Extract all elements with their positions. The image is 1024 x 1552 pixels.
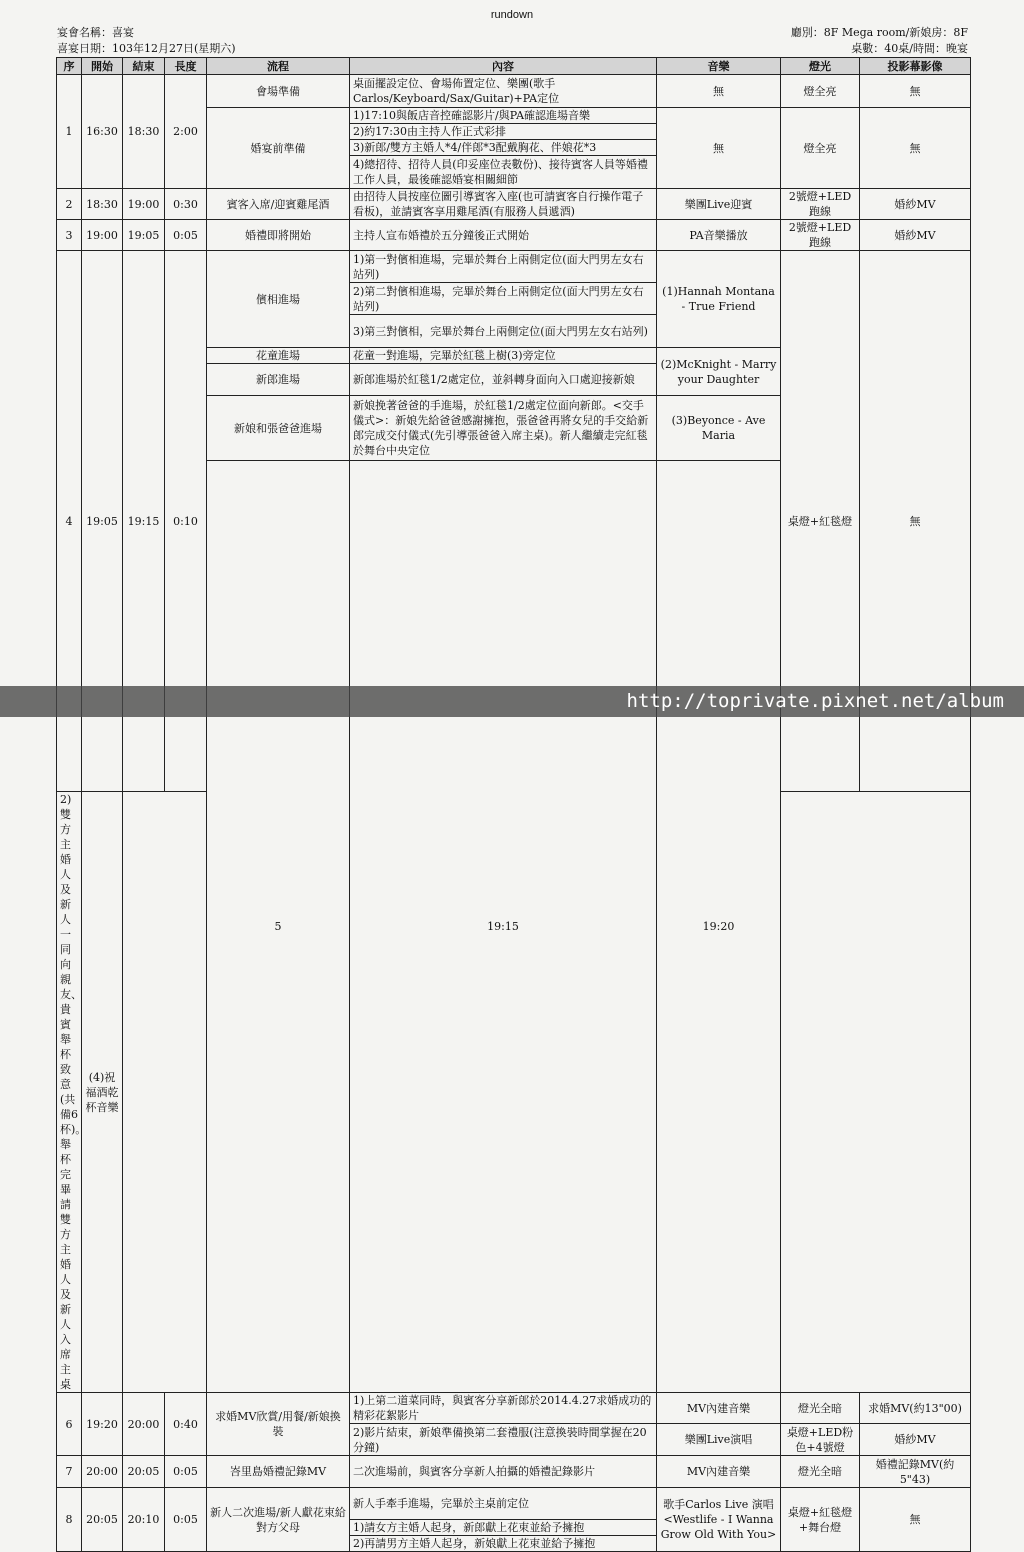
seq-cell: 3: [57, 220, 82, 251]
content-cell: 2)雙方主婚人及新人一同向親友、貴賓舉杯致意(共備6杯)。舉杯完畢請雙方主婚人及新人入席主桌: [57, 792, 82, 1393]
end-cell: 19:05: [123, 220, 165, 251]
lighting-cell: 燈光全暗: [781, 1456, 860, 1488]
content-cell: 1)17:10與飯店音控確認影片/與PA確認進場音樂: [350, 108, 657, 124]
projection-cell: 婚紗MV: [860, 1424, 971, 1456]
length-cell: 0:05: [165, 1456, 207, 1488]
start-cell: 20:05: [82, 1488, 123, 1552]
music-cell: MV內建音樂: [657, 1456, 781, 1488]
seq-cell: 8: [57, 1488, 82, 1552]
projection-cell: 無: [860, 75, 971, 108]
start-cell: 20:00: [82, 1456, 123, 1488]
process-cell: 花童進場: [207, 348, 350, 364]
rundown-table: [56, 57, 971, 1552]
seq-cell: 6: [57, 1393, 82, 1456]
end-cell: 19:00: [123, 189, 165, 220]
header-length: 長度: [165, 58, 207, 75]
projection-cell: 婚紗MV: [860, 220, 971, 251]
content-cell: 1)上第二道菜同時，與賓客分享新郎於2014.4.27求婚成功的精彩花絮影片: [350, 1393, 657, 1424]
table-row: [57, 1488, 971, 1520]
music-cell: 樂團Live演唱: [657, 1424, 781, 1456]
lighting-cell: 桌燈+LED粉色+4號燈: [781, 1424, 860, 1456]
lighting-cell: 2號燈+LED跑線: [781, 189, 860, 220]
start-cell: 19:20: [82, 1393, 123, 1456]
content-cell: 新娘挽著爸爸的手進場，於紅毯1/2處定位面向新郎。<交手儀式>：新娘先給爸爸感謝擁抱，張爸爸再將女兒的手交給新郎完成交付儀式(先引導張爸爸入席主桌)。新人繼續走完紅毯於舞台中央定位: [350, 396, 657, 461]
music-cell: 樂團Live迎賓: [657, 189, 781, 220]
process-cell: 會場準備: [207, 75, 350, 108]
start-cell: 19:00: [82, 220, 123, 251]
content-cell: 4)總招待、招待人員(印妥座位表數份)、接待賓客人員等婚禮工作人員，最後確認婚宴相關細節: [350, 156, 657, 189]
table-row: [57, 1456, 971, 1488]
projection-cell: 婚禮記錄MV(約5"43): [860, 1456, 971, 1488]
music-cell: PA音樂播放: [657, 220, 781, 251]
header-start: 開始: [82, 58, 123, 75]
start-cell: 16:30: [82, 75, 123, 189]
banquet-date: 喜宴日期：103年12月27日(星期六): [57, 42, 236, 55]
header-end: 結束: [123, 58, 165, 75]
header-lighting: 燈光: [781, 58, 860, 75]
length-cell: 0:05: [165, 1488, 207, 1552]
lighting-cell: 燈全亮: [781, 75, 860, 108]
end-cell: 19:20: [657, 461, 781, 1393]
header-projection: 投影幕影像: [860, 58, 971, 75]
document-title: rundown: [490, 9, 534, 21]
content-cell: 主持人宣布婚禮於五分鐘後正式開始: [350, 220, 657, 251]
process-cell: 新娘和張爸爸進場: [207, 396, 350, 461]
music-cell: (4)祝福酒乾杯音樂: [82, 792, 123, 1393]
process-cell: 婚禮即將開始: [207, 220, 350, 251]
seq-cell: 4: [57, 251, 82, 792]
lighting-cell: 桌燈+紅毯燈: [781, 251, 860, 792]
start-cell: 18:30: [82, 189, 123, 220]
content-cell: 1)請女方主婚人起身，新郎獻上花束並給予擁抱: [350, 1520, 657, 1536]
process-cell: 新人二次進場/新人獻花束給對方父母: [207, 1488, 350, 1552]
music-cell: (3)Beyonce - Ave Maria: [657, 396, 781, 461]
banquet-name: 宴會名稱：喜宴: [57, 26, 134, 39]
process-cell: 新郎進場: [207, 364, 350, 396]
music-cell: 無: [657, 108, 781, 189]
hall-info: 廳別：8F Mega room/新娘房：8F: [790, 26, 968, 39]
content-cell: 新郎進場於紅毯1/2處定位，並斜轉身面向入口處迎接新娘: [350, 364, 657, 396]
process-cell: 求婚MV欣賞/用餐/新娘換裝: [207, 1393, 350, 1456]
lighting-cell: 燈光全暗: [781, 1393, 860, 1424]
header-content: 內容: [350, 58, 657, 75]
table-row: [57, 75, 971, 108]
table-row: [57, 251, 971, 283]
table-row: [57, 220, 971, 251]
process-cell: 婚宴前準備: [207, 108, 350, 189]
seq-cell: 1: [57, 75, 82, 189]
music-cell: (2)McKnight - Marry your Daughter: [657, 348, 781, 396]
projection-cell: 無: [860, 251, 971, 792]
process-cell: 賓客入席/迎賓雞尾酒: [207, 189, 350, 220]
projection-cell: 無: [860, 108, 971, 189]
projection-cell: 求婚MV(約13"00): [860, 1393, 971, 1424]
seq-cell: 7: [57, 1456, 82, 1488]
content-cell: 花童一對進場，完畢於紅毯上樹(3)旁定位: [350, 348, 657, 364]
watermark-url: http://toprivate.pixnet.net/album: [626, 690, 1004, 712]
start-cell: 19:05: [82, 251, 123, 792]
end-cell: 20:00: [123, 1393, 165, 1456]
length-cell: 0:10: [165, 251, 207, 792]
content-cell: 3)新郎/雙方主婚人*4/伴郎*3配戴胸花、伴娘花*3: [350, 140, 657, 156]
content-cell: 二次進場前，與賓客分享新人拍攝的婚禮記錄影片: [350, 1456, 657, 1488]
end-cell: 19:15: [123, 251, 165, 792]
projection-cell: 婚紗MV: [860, 189, 971, 220]
table-row: [57, 1393, 971, 1424]
end-cell: 18:30: [123, 75, 165, 189]
lighting-cell: 桌燈+紅毯燈+舞台燈: [781, 1488, 860, 1552]
process-cell: 峇里島婚禮記錄MV: [207, 1456, 350, 1488]
content-cell: 新人手牽手進場，完畢於主桌前定位: [350, 1488, 657, 1520]
music-cell: 無: [657, 75, 781, 108]
header-process: 流程: [207, 58, 350, 75]
content-cell: 1)第一對儐相進場，完畢於舞台上兩側定位(面大門男左女右站列): [350, 251, 657, 283]
length-cell: 0:40: [165, 1393, 207, 1456]
content-cell: 2)影片結束，新娘準備換第二套禮服(注意換裝時間掌握在20分鐘): [350, 1424, 657, 1456]
header-seq: 序: [57, 58, 82, 75]
process-cell: 儐相進場: [207, 251, 350, 348]
header-row: [57, 58, 971, 75]
lighting-cell: 2號燈+LED跑線: [781, 220, 860, 251]
header-music: 音樂: [657, 58, 781, 75]
length-cell: 0:30: [165, 189, 207, 220]
music-cell: (1)Hannah Montana - True Friend: [657, 251, 781, 348]
watermark-bar: [0, 686, 1024, 717]
content-cell: 桌面擺設定位、會場佈置定位、樂團(歌手Carlos/Keyboard/Sax/Guitar)+PA定位: [350, 75, 657, 108]
lighting-cell: 燈全亮: [781, 108, 860, 189]
tables-time-info: 桌數：40桌/時間：晚宴: [851, 42, 968, 55]
end-cell: 20:05: [123, 1456, 165, 1488]
end-cell: 20:10: [123, 1488, 165, 1552]
content-cell: 由招待人員按座位圖引導賓客入座(也可請賓客自行操作電子看板)，並請賓客享用雞尾酒(有服務人員遞酒): [350, 189, 657, 220]
projection-cell: 無: [860, 1488, 971, 1552]
seq-cell: 2: [57, 189, 82, 220]
start-cell: 19:15: [350, 461, 657, 1393]
table-row: [57, 189, 971, 220]
content-cell: 2)第二對儐相進場，完畢於舞台上兩側定位(面大門男左女右站列): [350, 283, 657, 315]
content-cell: 2)約17:30由主持人作正式彩排: [350, 124, 657, 140]
content-cell: 2)再請男方主婚人起身，新娘獻上花束並給予擁抱: [350, 1536, 657, 1552]
length-cell: 0:05: [165, 220, 207, 251]
music-cell: 歌手Carlos Live 演唱 <Westlife - I Wanna Grow Old With You>: [657, 1488, 781, 1552]
music-cell: MV內建音樂: [657, 1393, 781, 1424]
length-cell: 2:00: [165, 75, 207, 189]
seq-cell: 5: [207, 461, 350, 1393]
content-cell: 3)第三對儐相，完畢於舞台上兩側定位(面大門男左女右站列): [350, 315, 657, 348]
